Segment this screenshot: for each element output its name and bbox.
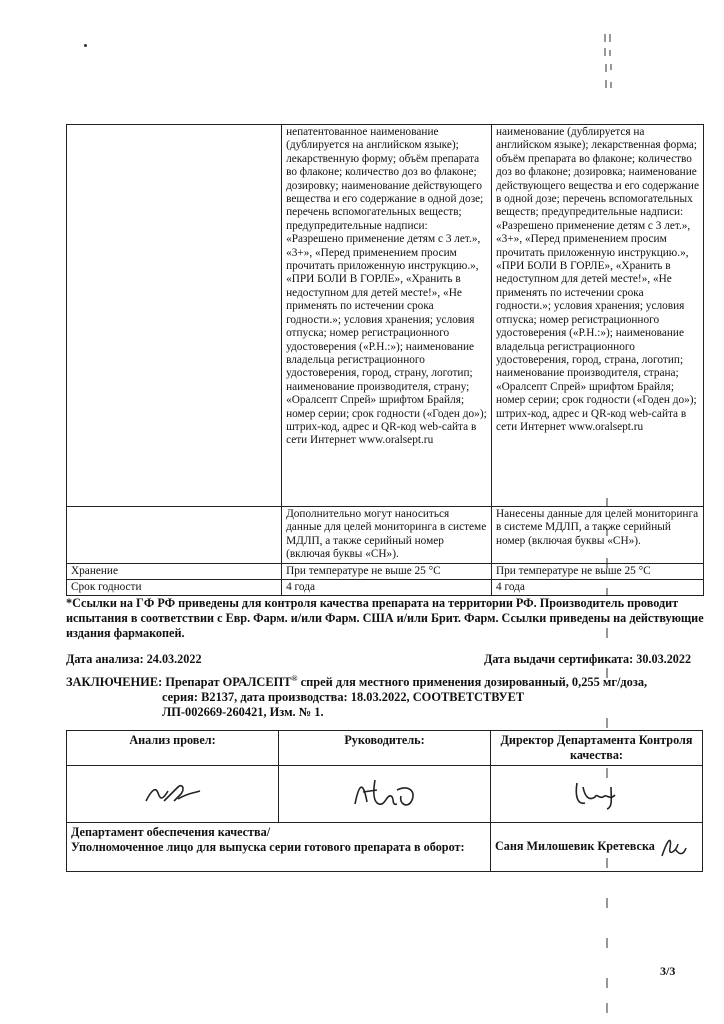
- table-cell-result: наименование (дублируется на английском языке); лекарственная форма; объём препарата во флаконе; количество доз во флаконе; дозировка; наименование действующего вещества и его содержание в одной дозе; перечень вспомогательных веществ; предупредительные надписи: «Разрешено применение детям с 3 лет.», «3+», «Перед применением просим прочитать приложенную инструкцию.», «ПРИ БОЛИ В ГОРЛЕ», «Хранить в недоступном для детей месте!», «Не применять по истечении срока годности.»; условия хранения; условия отпуска; номер регистрационного удостоверения («Р.Н.:»); наименование владельца регистрационного удостоверения, город, страна, логотип; наименование производителя, страна; «Оралсепт Спрей» шрифтом Брайля; номер серии; срок годности («Годен до»); штрих-код, адрес и QR-код web-сайта в сети Интернет www.oralsept.ru: [492, 125, 704, 507]
- head-label: Руководитель:: [279, 731, 491, 766]
- page-number: 3/3: [660, 964, 676, 978]
- signature-row: [67, 766, 703, 823]
- director-label: Директор Департамента Контроля качества:: [491, 731, 703, 766]
- table-cell-result: Нанесены данные для целей мониторинга в системе МДЛП, а также серийный номер (включая буквы «СН»).: [492, 507, 704, 564]
- table-cell-requirement: непатентованное наименование (дублируется на английском языке); лекарственную форму; объём препарата во флаконе; количество доз во флаконе; дозировку; наименование действующего вещества и его содержание в одной дозе; перечень вспомогательных веществ; предупредительные надписи: «Разрешено применение детям с 3 лет.», «3+», «Перед применением просим прочитать приложенную инструкцию.», «ПРИ БОЛИ В ГОРЛЕ», «Хранить в недоступном для детей месте!», «Не применять по истечении срока годности.»; условия хранения; условия отпуска; номер регистрационного удостоверения («Р.Н.:»); наименование владельца регистрационного удостоверения, город, страну, логотип; наименование производителя, страну; «Оралсепт Спрей» шрифтом Брайля; номер серии; срок годности («Годен до»); штрих-код, адрес и QR-код web-сайта в сети Интернет www.oralsept.ru: [282, 125, 492, 507]
- table-row: [67, 563, 704, 579]
- batch-line: серия: B2137, дата производства: 18.03.2022, СООТВЕТСТВУЕТ: [162, 690, 525, 704]
- pharmacopoeia-footnote: *Ссылки на ГФ РФ приведены для контроля качества препарата на территории РФ. Производитель проводит испытания в соответствии с Евр. Фарм. и/или Фарм. США и/или Брит. Фарм. Ссылки приведены на действующие издания фармакопей.: [66, 596, 704, 640]
- table-cell-parameter: [67, 507, 282, 564]
- table-cell-result: 4 года: [492, 580, 704, 596]
- product-name: Препарат ОРАЛСЕПТ: [165, 675, 292, 689]
- registration-line: ЛП-002669-260421, Изм. № 1.: [162, 705, 324, 719]
- head-signature: [345, 774, 425, 814]
- conclusion-block: [66, 675, 706, 720]
- registered-mark: ®: [291, 673, 298, 683]
- conclusion-label: ЗАКЛЮЧЕНИЕ:: [66, 675, 166, 689]
- signature-table: [66, 730, 703, 872]
- issue-date: Дата выдачи сертификата: 30.03.2022: [484, 652, 692, 666]
- analyst-label: Анализ провел:: [67, 731, 279, 766]
- table-cell-requirement: Дополнительно могут наноситься данные для целей мониторинга в системе МДЛП, а также серийный номер (включая буквы «СН»).: [282, 507, 492, 564]
- table-cell-requirement: При температуре не выше 25 °С: [282, 563, 492, 579]
- qa-cell: [67, 823, 491, 872]
- qa-signature: [658, 834, 688, 860]
- table-row: [67, 580, 704, 596]
- table-row: [67, 507, 704, 564]
- signature-header-row: [67, 731, 703, 766]
- qa-name-cell: [491, 823, 703, 872]
- product-description: спрей для местного применения дозированный, 0,255 мг/доза,: [297, 675, 648, 689]
- analysis-date: Дата анализа: 24.03.2022: [66, 652, 202, 666]
- table-row: [67, 125, 704, 507]
- qa-row: [67, 823, 703, 872]
- specification-table: [66, 124, 704, 596]
- qa-department-label: Департамент обеспечения качества/: [71, 825, 271, 839]
- scan-speck: [84, 44, 87, 47]
- analyst-signature: [138, 779, 208, 809]
- table-cell-requirement: 4 года: [282, 580, 492, 596]
- table-cell-result: При температуре не выше 25 °С: [492, 563, 704, 579]
- qa-person-label: Уполномоченное лицо для выпуска серии готового препарата в оборот:: [71, 840, 465, 854]
- table-cell-parameter: Срок годности: [67, 580, 282, 596]
- qa-person-name: Саня Милошевик Кретевска: [495, 838, 655, 853]
- table-cell-parameter: [67, 125, 282, 507]
- director-signature-cell: [491, 766, 703, 823]
- director-signature: [567, 777, 627, 811]
- table-cell-parameter: Хранение: [67, 563, 282, 579]
- head-signature-cell: [279, 766, 491, 823]
- analyst-signature-cell: [67, 766, 279, 823]
